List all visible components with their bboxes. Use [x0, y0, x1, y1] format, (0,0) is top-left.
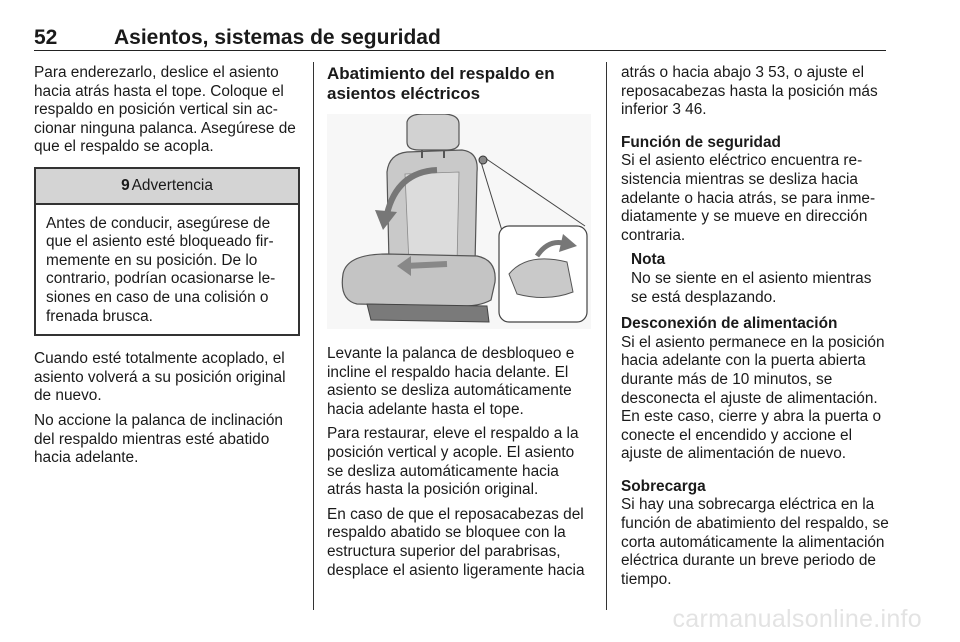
seat-fold-diagram — [327, 114, 591, 329]
subheading-overload: Sobrecarga — [621, 477, 706, 495]
page-number: 52 — [34, 26, 58, 49]
paragraph: Para restaurar, eleve el respaldo a la posición vertical y acople. El asiento se desliza automáticamente hacia atrás hasta la posición original. — [327, 425, 579, 499]
paragraph: No accione la palanca de inclinación del respaldo mientras esté abatido hacia adelante. — [34, 411, 283, 467]
note-box — [631, 251, 889, 307]
column-divider — [313, 62, 314, 610]
warning-header — [36, 169, 298, 205]
note-text: No se siente en el asiento mientras se está desplazando. — [631, 269, 872, 306]
page-header — [34, 26, 886, 51]
paragraph: Para enderezarlo, deslice el asiento hacia atrás hasta el tope. Coloque el respaldo en posición vertical sin accionar ninguna palanca. Asegúrese de que el respaldo se acopla. — [34, 64, 296, 156]
page-title: Asientos, sistemas de seguridad — [114, 26, 441, 49]
note-title: Nota — [631, 251, 666, 269]
subheading-disconnect: Desconexión de alimentación — [621, 315, 838, 333]
paragraph: atrás o hacia abajo 3 53, o ajuste el reposacabezas hasta la posición más inferior 3 46. — [621, 64, 878, 119]
paragraph: En caso de que el reposacabezas del respaldo abatido se bloquee con la estructura superior del parabrisas, desplace el asiento ligeramente hacia — [327, 505, 585, 579]
column-3 — [621, 64, 889, 595]
warning-box — [34, 167, 300, 336]
paragraph: Si el asiento permanece en la posición hacia adelante con la puerta abierta durante más de 10 minutos, se desconecta el ajuste de alimentación. En este caso, cierre y abra la puerta o conecte el encendido y accione el ajuste de alimentación de nuevo. — [621, 333, 885, 463]
warning-icon: 9 — [121, 176, 130, 194]
warning-text: Antes de conducir, asegúrese de que el asiento esté bloqueado firmemente en su posición. De lo contrario, podrían ocasionarse lesiones en caso de una colisión o frenada brusca. — [46, 214, 276, 325]
watermark: carmanualsonline.info — [672, 605, 922, 633]
paragraph: Levante la palanca de desbloqueo e incline el respaldo hacia delante. El asiento se desliza automáticamente hacia adelante hasta el tope. — [327, 345, 575, 418]
column-divider — [606, 62, 607, 610]
column-1 — [34, 64, 300, 474]
column-2 — [327, 64, 591, 586]
section-title: Abatimiento del respaldo en asientos eléctricos — [327, 64, 555, 103]
warning-title: Advertencia — [131, 176, 213, 194]
subheading-safety: Función de seguridad — [621, 133, 781, 151]
paragraph: Si hay una sobrecarga eléctrica en la función de abatimiento del respaldo, se corta automáticamente la alimentación eléctrica durante un breve periodo de tiempo. — [621, 496, 889, 588]
paragraph: Si el asiento eléctrico encuentra resistencia mientras se desliza hacia adelante o hacia atrás, se para inmediatamente y se mueve en dirección contraria. — [621, 152, 876, 244]
seat-illustration — [327, 114, 591, 329]
paragraph: Cuando esté totalmente acoplado, el asiento volverá a su posición original de nuevo. — [34, 350, 286, 405]
